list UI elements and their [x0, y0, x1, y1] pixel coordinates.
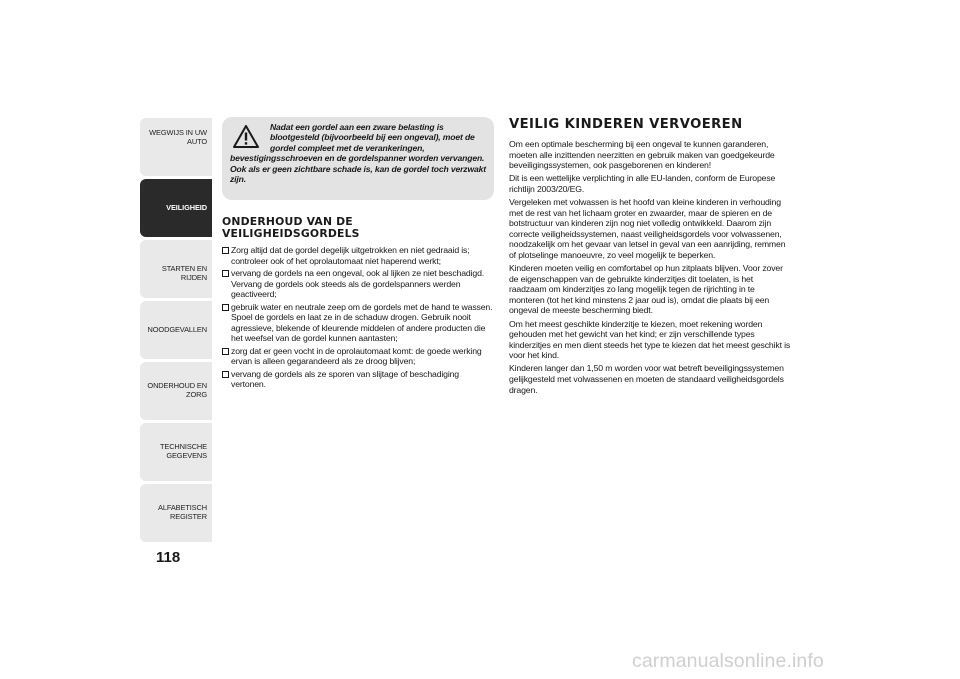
children-body: [509, 139, 791, 398]
children-heading: VEILIG KINDEREN VERVOEREN: [509, 117, 743, 132]
checkbox-bullet-icon: [222, 247, 229, 254]
checkbox-bullet-icon: [222, 371, 229, 378]
paragraph: Om het meest geschikte kinderzitje te kiezen, moet rekening worden gehouden met het gewicht van het kind; er zijn verschillende types kinderzitjes en men dient steeds het type te kiezen dat het meest geschikt is voor het kind.: [509, 318, 791, 361]
list-item-text: gebruik water en neutrale zeep om de gordels met de hand te wassen. Spoel de gordels en laat ze in de schaduw drogen. Gebruik nooit agressieve, blekende of kleurende middelen of andere producten die het weefsel van de gordel kunnen aantasten;: [231, 301, 493, 343]
tab-technische-gegevens[interactable]: TECHNISCHE GEGEVENS: [140, 423, 212, 481]
maintenance-list: [222, 245, 496, 392]
tab-veiligheid[interactable]: VEILIGHEID: [140, 179, 212, 237]
list-item-text: Zorg altijd dat de gordel degelijk uitgetrokken en niet gedraaid is; controleer ook of het oprolautomaat niet haperend werkt;: [231, 245, 470, 266]
checkbox-bullet-icon: [222, 348, 229, 355]
warning-triangle-icon: [233, 125, 259, 148]
paragraph: Dit is een wettelijke verplichting in alle EU-landen, conform de Europese richtlijn 2003/20/EG.: [509, 173, 776, 194]
warning-text-full: bevestigingsschroeven en de gordelspanner worden vervangen. Ook als er geen zichtbare schade is, kan de gordel toch verzwakt zijn.: [230, 153, 486, 185]
checkbox-bullet-icon: [222, 304, 229, 311]
paragraph: Vergeleken met volwassen is het hoofd van kleine kinderen in verhouding met de rest van het lichaam groter en zwaarder, maar de spieren en de botstructuur van kinderen zijn nog niet volledig ontwikkeld. Daarom zijn correcte veiligheidssystemen, naast veiligheidsgordels voor volwassenen, noodzakelijk om het gevaar van letsel in geval van een aanrijding, remmen of plotselinge manoeuvre, zo veel mogelijk te beperken.: [509, 196, 786, 260]
tab-alfabetisch-register[interactable]: ALFABETISCH REGISTER: [140, 484, 212, 542]
list-item: [222, 268, 496, 300]
list-item: [222, 369, 496, 390]
list-item-text: vervang de gordels na een ongeval, ook al lijken ze niet beschadigd. Vervang de gordels ook steeds als de gordelspanners werden geactiveerd;: [231, 268, 485, 299]
paragraph: Kinderen moeten veilig en comfortabel op hun zitplaats blijven. Voor zover de eigenschappen van de gebruikte kinderzitjes dit toelaten, is het raadzaam om kinderzitjes zo lang mogelijk tegen de rijrichting in te monteren (tot het kind minstens 2 jaar oud is), omdat die plaats bij een ongeval de meeste bescherming biedt.: [509, 263, 783, 316]
tab-onderhoud-en-zorg[interactable]: ONDERHOUD EN ZORG: [140, 362, 212, 420]
watermark: carmanualsonline.info: [632, 650, 824, 672]
warning-box: [222, 117, 494, 200]
list-item: [222, 346, 496, 367]
list-item: [222, 302, 496, 344]
warning-text-indented: Nadat een gordel aan een zware belasting is blootgesteld (bijvoorbeeld bij een ongeval), moet de gordel compleet met de verankeringen,: [270, 122, 475, 153]
list-item-text: vervang de gordels als ze sporen van slijtage of beschadiging vertonen.: [231, 368, 459, 389]
checkbox-bullet-icon: [222, 270, 229, 277]
tab-starten-en-rijden[interactable]: STARTEN EN RIJDEN: [140, 240, 212, 298]
paragraph: Kinderen langer dan 1,50 m worden voor wat betreft beveiligingssystemen gelijkgesteld met volwassenen en moeten de standaard veiligheidsgordels dragen.: [509, 363, 784, 395]
page-number: 118: [156, 549, 181, 566]
paragraph: Om een optimale bescherming bij een ongeval te kunnen garanderen, moeten alle inzittenden neerzitten en gebruik maken van goedgekeurde beveiligingssystemen, ook pasgeborenen en kinderen!: [509, 139, 775, 171]
tab-noodgevallen[interactable]: NOODGEVALLEN: [140, 301, 212, 359]
list-item: [222, 245, 496, 266]
maintenance-heading: ONDERHOUD VAN DE VEILIGHEIDSGORDELS: [222, 215, 360, 240]
tab-wegwijs-in-uw-auto[interactable]: WEGWIJS IN UW AUTO: [140, 118, 212, 176]
list-item-text: zorg dat er geen vocht in de oprolautomaat komt: de goede werking ervan is alleen gegarandeerd als ze droog blijven;: [231, 345, 482, 366]
